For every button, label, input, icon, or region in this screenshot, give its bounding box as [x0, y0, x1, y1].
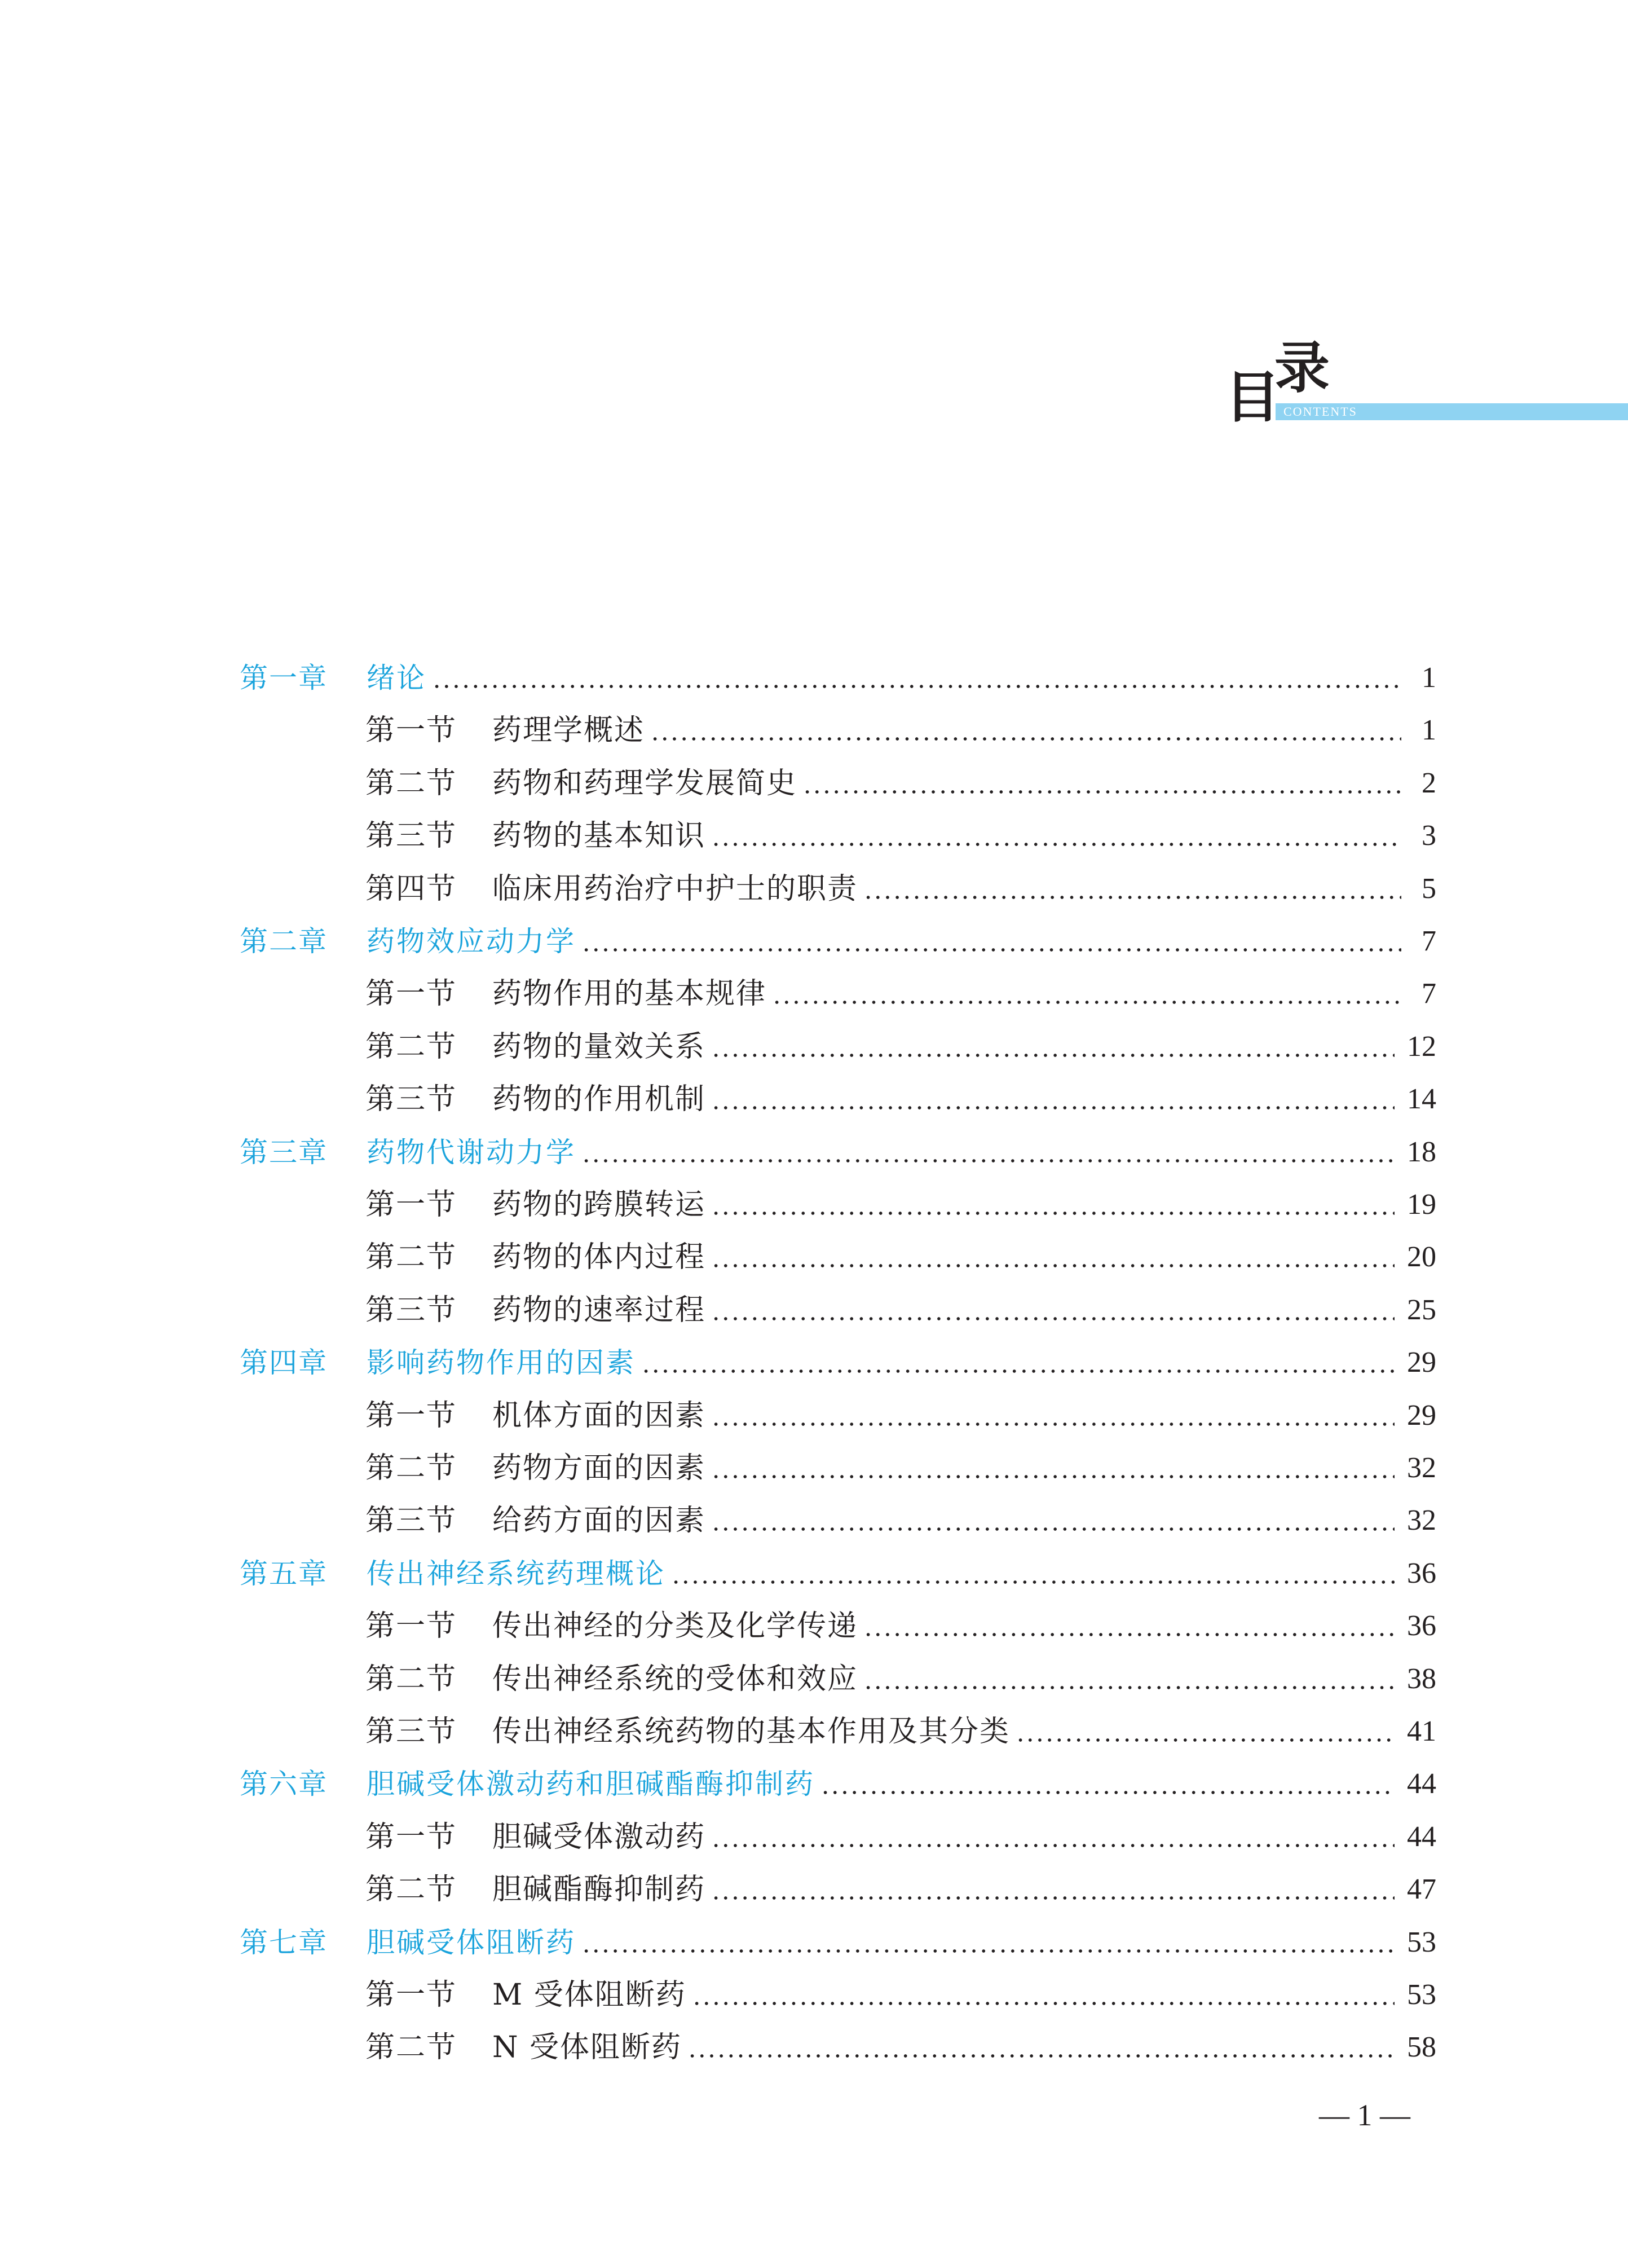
section-title: N 受体阻断药: [492, 2031, 682, 2064]
chapter-number: 第四章: [240, 1346, 328, 1379]
chapter-title: 胆碱受体激动药和胆碱酯酶抑制药: [367, 1768, 815, 1800]
section-number: 第二节: [365, 1662, 457, 1696]
chapter-title: 药物效应动力学: [367, 925, 576, 958]
page-reference: 53: [1407, 1979, 1436, 2011]
dot-leader: [581, 919, 1401, 964]
toc-section-entry[interactable]: [365, 1498, 1436, 1543]
toc-section-entry[interactable]: [365, 1972, 1436, 2018]
section-number: 第一节: [365, 714, 457, 747]
page-reference: 7: [1422, 925, 1436, 957]
dot-leader: [687, 2025, 1395, 2070]
dot-leader: [711, 1498, 1395, 1543]
toc-section-entry[interactable]: [365, 2025, 1436, 2070]
section-title: 给药方面的因素: [492, 1504, 706, 1538]
section-number: 第二节: [365, 1030, 457, 1064]
chapter-number: 第六章: [240, 1768, 328, 1800]
page-reference: 25: [1407, 1294, 1436, 1326]
section-title: 药物的体内过程: [492, 1240, 706, 1274]
toc-section-entry[interactable]: [365, 1815, 1436, 1860]
dot-leader: [711, 1288, 1395, 1333]
toc-section-entry[interactable]: [365, 1077, 1436, 1122]
page-reference: 19: [1407, 1188, 1436, 1221]
dot-leader: [692, 1972, 1395, 2018]
section-title: 药物的基本知识: [492, 819, 706, 853]
section-title: 机体方面的因素: [492, 1399, 706, 1433]
toc-chapter-entry[interactable]: [240, 1340, 1436, 1385]
chapter-title: 绪论: [367, 662, 426, 694]
title-char-mu: 目: [1225, 365, 1281, 430]
toc-section-entry[interactable]: [365, 1182, 1436, 1227]
dot-leader: [772, 971, 1401, 1016]
page-reference: 29: [1407, 1346, 1436, 1379]
page-reference: 32: [1407, 1452, 1436, 1484]
toc-section-entry[interactable]: [365, 971, 1436, 1016]
chapter-number: 第五章: [240, 1557, 328, 1590]
chapter-number: 第三章: [240, 1136, 328, 1169]
section-number: 第二节: [365, 1451, 457, 1485]
dot-leader: [863, 866, 1401, 911]
section-title: 胆碱酯酶抑制药: [492, 1873, 706, 1906]
page-reference: 18: [1407, 1136, 1436, 1168]
toc-chapter-entry[interactable]: [240, 1551, 1436, 1596]
page-reference: 1: [1422, 714, 1436, 746]
section-number: 第四节: [365, 872, 457, 906]
section-number: 第一节: [365, 1609, 457, 1643]
section-number: 第一节: [365, 1399, 457, 1433]
section-number: 第一节: [365, 977, 457, 1011]
title-char-lu: 录: [1274, 336, 1330, 400]
section-title: 传出神经系统药物的基本作用及其分类: [492, 1715, 1011, 1749]
chapter-title: 传出神经系统药理概论: [367, 1557, 665, 1590]
dot-leader: [581, 1130, 1395, 1175]
toc-chapter-entry[interactable]: [240, 919, 1436, 964]
page-reference: 12: [1407, 1030, 1436, 1063]
toc-section-entry[interactable]: [365, 708, 1436, 753]
dot-leader: [650, 708, 1401, 753]
page-reference: 41: [1407, 1715, 1436, 1747]
dot-leader: [863, 1604, 1395, 1649]
section-number: 第三节: [365, 1293, 457, 1327]
toc-chapter-entry[interactable]: [240, 1130, 1436, 1175]
section-number: 第一节: [365, 1188, 457, 1222]
section-title: 传出神经系统的受体和效应: [492, 1662, 858, 1696]
section-number: 第三节: [365, 1715, 457, 1749]
chapter-title: 药物代谢动力学: [367, 1136, 576, 1169]
dot-leader: [711, 1077, 1395, 1122]
section-title: 传出神经的分类及化学传递: [492, 1609, 858, 1643]
page-reference: 29: [1407, 1399, 1436, 1432]
dot-leader: [432, 655, 1401, 701]
page-reference: 36: [1407, 1557, 1436, 1589]
page-reference: 53: [1407, 1926, 1436, 1958]
section-number: 第三节: [365, 1082, 457, 1116]
toc-section-entry[interactable]: [365, 1288, 1436, 1333]
toc-section-entry[interactable]: [365, 813, 1436, 858]
dot-leader: [711, 1024, 1395, 1069]
section-title: 药物的速率过程: [492, 1293, 706, 1327]
dot-leader: [1016, 1709, 1395, 1754]
dot-leader: [711, 1446, 1395, 1491]
dot-leader: [711, 813, 1401, 858]
dot-leader: [641, 1340, 1395, 1385]
toc-section-entry[interactable]: [365, 761, 1436, 806]
toc-chapter-entry[interactable]: [240, 1920, 1436, 1965]
toc-section-entry[interactable]: [365, 1867, 1436, 1912]
section-title: 药理学概述: [492, 714, 645, 747]
page-reference: 47: [1407, 1873, 1436, 1905]
section-title: 药物作用的基本规律: [492, 977, 767, 1011]
chapter-number: 第七章: [240, 1926, 328, 1959]
chapter-title: 胆碱受体阻断药: [367, 1926, 576, 1959]
section-number: 第二节: [365, 2031, 457, 2064]
toc-section-entry[interactable]: [365, 866, 1436, 911]
page-reference: 44: [1407, 1768, 1436, 1800]
toc-section-entry[interactable]: [365, 1657, 1436, 1702]
section-number: 第一节: [365, 1978, 457, 2012]
section-title: 药物的量效关系: [492, 1030, 706, 1064]
dot-leader: [711, 1867, 1395, 1912]
page-reference: 36: [1407, 1610, 1436, 1642]
section-number: 第二节: [365, 767, 457, 800]
section-title: 药物的作用机制: [492, 1082, 706, 1116]
section-number: 第三节: [365, 1504, 457, 1538]
section-title: 药物方面的因素: [492, 1451, 706, 1485]
page-number: — 1 —: [1319, 2098, 1410, 2132]
section-number: 第一节: [365, 1820, 457, 1854]
page-reference: 7: [1422, 977, 1436, 1010]
section-number: 第二节: [365, 1240, 457, 1274]
dot-leader: [820, 1761, 1395, 1807]
section-number: 第二节: [365, 1873, 457, 1906]
page-reference: 38: [1407, 1663, 1436, 1695]
page-reference: 5: [1422, 873, 1436, 905]
section-title: 药物和药理学发展简史: [492, 767, 797, 800]
page-reference: 58: [1407, 2031, 1436, 2063]
toc-section-entry[interactable]: [365, 1709, 1436, 1754]
dot-leader: [802, 761, 1401, 806]
section-title: 药物的跨膜转运: [492, 1188, 706, 1222]
toc-section-entry[interactable]: [365, 1235, 1436, 1280]
toc-chapter-entry[interactable]: [240, 1761, 1436, 1807]
dot-leader: [711, 1235, 1395, 1280]
toc-section-entry[interactable]: [365, 1024, 1436, 1069]
chapter-number: 第一章: [240, 662, 328, 694]
toc-section-entry[interactable]: [365, 1604, 1436, 1649]
contents-subtitle: CONTENTS: [1283, 404, 1357, 419]
page-reference: 1: [1422, 662, 1436, 694]
section-title: 临床用药治疗中护士的职责: [492, 872, 858, 906]
dot-leader: [671, 1551, 1395, 1596]
chapter-number: 第二章: [240, 925, 328, 958]
page-reference: 14: [1407, 1083, 1436, 1115]
dot-leader: [581, 1920, 1395, 1965]
toc-chapter-entry[interactable]: [240, 655, 1436, 701]
chapter-title: 影响药物作用的因素: [367, 1346, 636, 1379]
section-title: 胆碱受体激动药: [492, 1820, 706, 1854]
dot-leader: [711, 1815, 1395, 1860]
toc-section-entry[interactable]: [365, 1393, 1436, 1438]
page-reference: 32: [1407, 1504, 1436, 1536]
section-number: 第三节: [365, 819, 457, 853]
dot-leader: [863, 1657, 1395, 1702]
dot-leader: [711, 1393, 1395, 1438]
dot-leader: [711, 1182, 1395, 1227]
page-reference: 44: [1407, 1821, 1436, 1853]
page-reference: 20: [1407, 1241, 1436, 1273]
section-title: M 受体阻断药: [492, 1978, 686, 2012]
toc-section-entry[interactable]: [365, 1446, 1436, 1491]
page-reference: 3: [1422, 820, 1436, 852]
page-reference: 2: [1422, 767, 1436, 799]
